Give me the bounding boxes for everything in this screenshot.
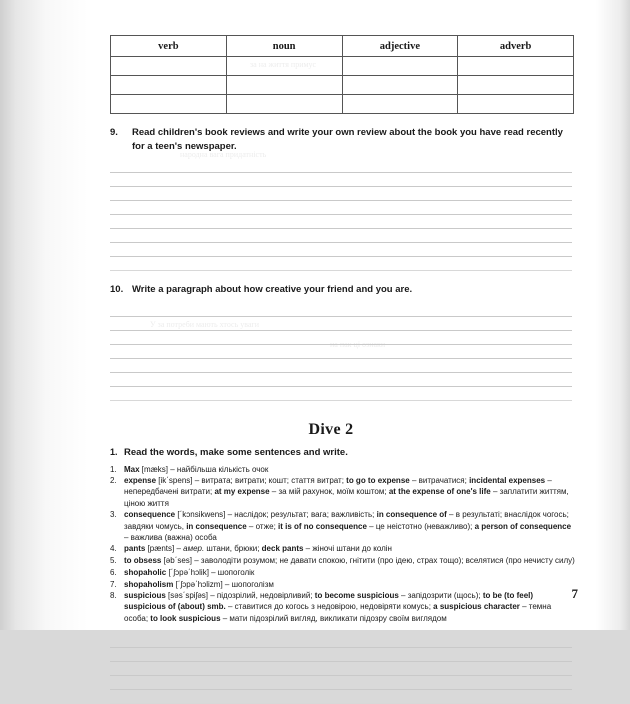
table-cell[interactable] (111, 76, 227, 95)
task-10-number: 10. (110, 284, 124, 295)
vocabulary-item (110, 579, 576, 590)
table-cell[interactable] (111, 95, 227, 114)
answer-line[interactable] (110, 173, 572, 187)
answer-line[interactable] (110, 187, 572, 201)
vocabulary-item (110, 509, 576, 543)
answer-line[interactable] (110, 676, 572, 690)
table-row (111, 95, 574, 114)
vocabulary-item (110, 590, 576, 624)
task-9-number: 9. (110, 127, 118, 138)
answer-line[interactable] (110, 243, 572, 257)
vocabulary-item (110, 555, 576, 566)
ghost-text: У за потреби мають хтось уваги (150, 320, 259, 329)
task-9-text: Read children's book reviews and write your own review about the book you have read recently for a teen's newspaper. (132, 127, 563, 152)
page-number: 7 (571, 586, 578, 601)
answer-line[interactable] (110, 662, 572, 676)
vocabulary-item-text: suspicious [səs΄spiʃəs] – підозрілий, недовірливий; to become suspicious – запідозрити (щось); to be (to feel) suspicious of (about) smb. – ставитися до когось з недовірою, недовіряти комусь; a suspicious character – темна особа; to look suspicious – мати підозрілий вигляд, викликати підозру своїм виглядом (124, 591, 552, 623)
answer-line[interactable] (110, 690, 572, 704)
vocabulary-item-number: 6. (110, 567, 117, 577)
section-task-1 (110, 447, 566, 458)
vocabulary-item-text: shopaholic [΄ʃɔpə΄hɔlik] – шопоголік (124, 567, 255, 577)
answer-line[interactable] (110, 229, 572, 243)
table-cell[interactable] (226, 95, 342, 114)
task-10 (110, 283, 572, 297)
answer-line[interactable] (110, 331, 572, 345)
table-cell[interactable] (111, 57, 227, 76)
table-cell[interactable] (226, 57, 342, 76)
answer-line[interactable] (110, 634, 572, 648)
answer-line[interactable] (110, 159, 572, 173)
table-row (111, 76, 574, 95)
section-task-1-number: 1. (110, 446, 118, 457)
page-content (96, 20, 575, 704)
vocabulary-item-number: 7. (110, 579, 117, 589)
vocabulary-list (110, 464, 576, 624)
answer-line[interactable] (110, 303, 572, 317)
section-task-1-text: Read the words, make some sentences and write. (124, 446, 348, 458)
answer-line[interactable] (110, 201, 572, 215)
vocabulary-item-text: Max [mæks] – найбільша кількість очок (124, 464, 269, 474)
answer-line[interactable] (110, 359, 572, 373)
table-cell[interactable] (458, 95, 574, 114)
answer-line[interactable] (110, 345, 572, 359)
section-answer-lines[interactable] (110, 634, 572, 704)
ghost-text: за на життя примус (250, 60, 317, 69)
table-cell[interactable] (342, 76, 458, 95)
vocabulary-item (110, 543, 576, 554)
table-cell[interactable] (226, 76, 342, 95)
vocabulary-item-text: to obsess [əb΄ses] – заволодіти розумом; не давати спокою, гнітити (про ідею, страх тощо); вселятися (про нечисту силу) (124, 556, 575, 566)
answer-line[interactable] (110, 373, 572, 387)
table-header-adjective: adjective (342, 36, 458, 57)
answer-line[interactable] (110, 317, 572, 331)
vocabulary-item-text: pants [pænts] – амер. штани, брюки; deck pants – жіночі штани до колін (124, 544, 392, 554)
vocabulary-item-number: 3. (110, 510, 117, 520)
task-9 (110, 126, 572, 153)
table-cell[interactable] (342, 57, 458, 76)
table-cell[interactable] (342, 95, 458, 114)
vocabulary-item (110, 475, 576, 509)
vocabulary-item-text: shopaholism [΄ʃɔpə΄hɔlizm] – шопоголізм (124, 579, 274, 589)
vocabulary-item-number: 8. (110, 591, 117, 601)
answer-line[interactable] (110, 387, 572, 401)
table-header-noun: noun (226, 36, 342, 57)
table-cell[interactable] (458, 57, 574, 76)
vocabulary-item (110, 567, 576, 578)
table-cell[interactable] (458, 76, 574, 95)
vocabulary-item (110, 464, 576, 475)
ghost-text: народна вага придатність (180, 150, 267, 159)
vocabulary-item-text: expense [ik΄spens] – витрата; витрати; кошт; стаття витрат; to go to expense – витрачатися; incidental expenses – непередбачені витрати; at my expense – за мій рахунок, моїм коштом; at the expense of one's life – заплатити життям, ціною життя (124, 476, 569, 508)
table-row (111, 57, 574, 76)
vocabulary-item-number: 1. (110, 464, 117, 474)
task-10-text: Write a paragraph about how creative your friend and you are. (132, 284, 413, 295)
vocabulary-item-text: consequence [΄kɔnsikwens] – наслідок; результат; вага; важливість; in consequence of – в результаті; внаслідок чогось; завдяки чомусь, in consequence – отже; it is of no consequence – це неістотно (неважливо); a person of consequence – важлива (важна) особа (124, 510, 572, 542)
section-title: Dive 2 (308, 420, 354, 438)
answer-line[interactable] (110, 215, 572, 229)
vocabulary-item-number: 4. (110, 544, 117, 554)
task-9-answer-lines[interactable] (110, 159, 572, 271)
answer-line[interactable] (110, 257, 572, 271)
ghost-text: на пак ці ознаки (330, 340, 386, 349)
vocabulary-item-number: 5. (110, 556, 117, 566)
task-10-answer-lines[interactable] (110, 303, 572, 401)
word-formation-table (110, 35, 574, 114)
vocabulary-item-number: 2. (110, 476, 117, 486)
answer-line[interactable] (110, 648, 572, 662)
table-header-verb: verb (111, 36, 227, 57)
table-header-adverb: adverb (458, 36, 574, 57)
table-header-row (111, 36, 574, 57)
